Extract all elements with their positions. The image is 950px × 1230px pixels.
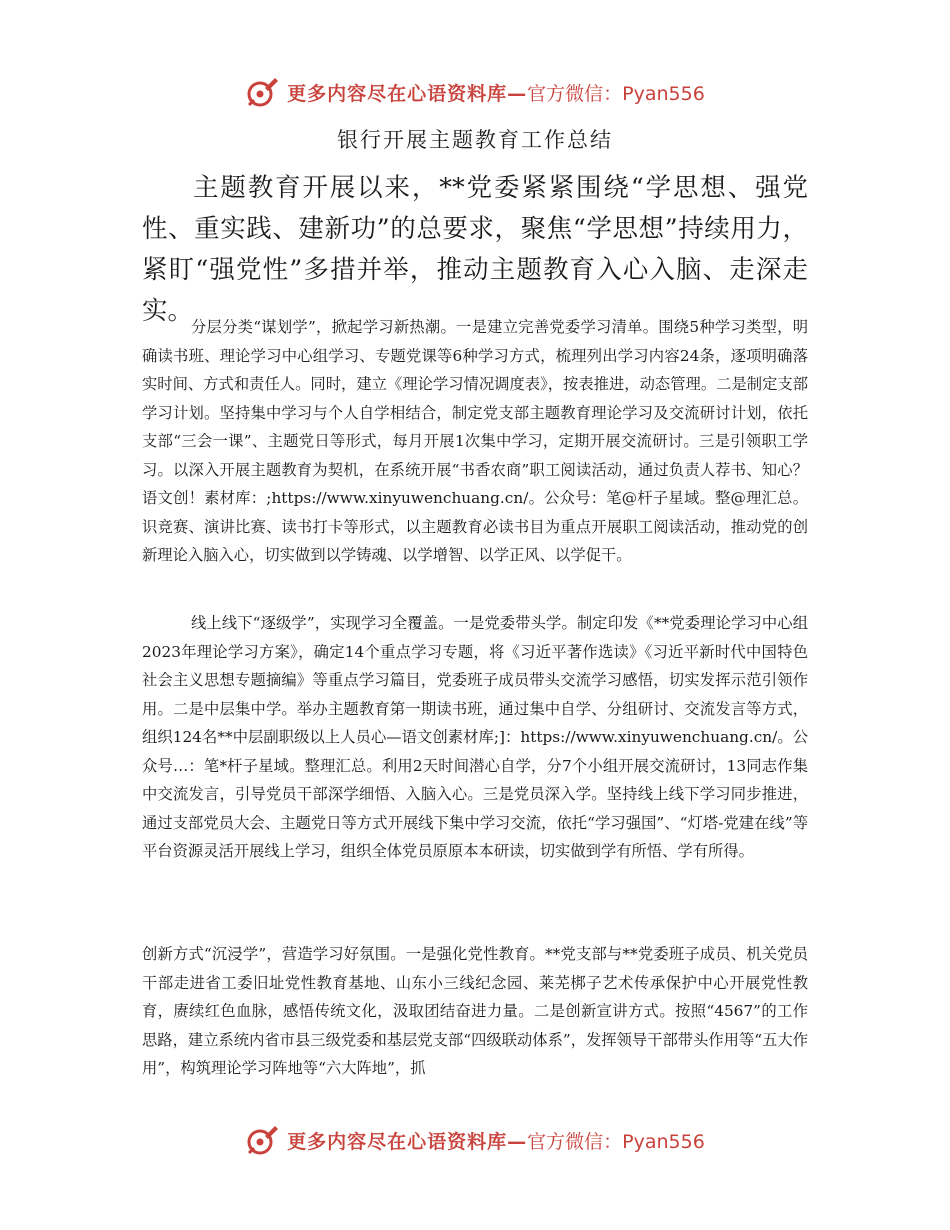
- body-paragraph-3: 创新方式“沉浸学”，营造学习好氛围。一是强化党性教育。**党支部与**党委班子成员、机关党员干部走进省工委旧址党性教育基地、山东小三线纪念园、莱芜梆子艺术传承保护中心开展党性教育，赓续红色血脉，感悟传统文化，汲取团结奋进力量。二是创新宣讲方式。按照“4567”的工作思路，建立系统内省市县三级党委和基层党支部“四级联动体系”，发挥领导干部带头作用等“五大作用”，构筑理论学习阵地等“六大阵地”，抓: [142, 945, 808, 1077]
- pen-seal-logo-icon: [245, 1123, 279, 1157]
- banner-slogan: 更多内容尽在心语资料库: [287, 82, 508, 105]
- lead-paragraph: 主题教育开展以来，**党委紧紧围绕“学思想、强党性、重实践、建新功”的总要求，聚焦“学思想”持续用力，紧盯“强党性”多措并举，推动主题教育入心入脑、走深走实。: [142, 173, 808, 326]
- footer-watermark-banner: [0, 1120, 950, 1160]
- banner-dash: —: [507, 82, 528, 105]
- banner-contact: 官方微信：Pyan556: [527, 1130, 705, 1153]
- body-paragraph-1: 分层分类“谋划学”，掀起学习新热潮。一是建立完善党委学习清单。围绕5种学习类型，明确读书班、理论学习中心组学习、专题党课等6种学习方式，梳理列出学习内容24条，逐项明确落实时间、方式和责任人。同时，建立《理论学习情况调度表》，按表推进，动态管理。二是制定支部学习计划。坚持集中学习与个人自学相结合，制定党支部主题教育理论学习及交流研讨计划，依托支部“三会一课”、主题党日等形式，每月开展1次集中学习，定期开展交流研讨。三是引领职工学习。以深入开展主题教育为契机，在系统开展“书香农商”职工阅读活动，通过负责人荐书、知心？语文创！素材库：;https://www.xinyuwenchuang.cn/。公众号：笔@杆子星域。整@理汇总。识竞赛、演讲比赛、读书打卡等形式，以主题教育必读书目为重点开展职工阅读活动，推动党的创新理论入脑入心，切实做到以学铸魂、以学增智、以学正风、以学促干。: [142, 318, 808, 564]
- body-paragraph-2: 线上线下“逐级学”，实现学习全覆盖。一是党委带头学。制定印发《**党委理论学习中心组2023年理论学习方案》，确定14个重点学习专题，将《习近平著作选读》《习近平新时代中国特色社会主义思想专题摘编》等重点学习篇目，党委班子成员带头交流学习感悟，切实发挥示范引领作用。二是中层集中学。举办主题教育第一期读书班，通过集中自学、分组研讨、交流发言等方式，组织124名**中层副职级以上人员心—语文创素材库;]：https://www.xinyuwenchuang.cn/。公众号…：笔*杆子星域。整理汇总。利用2天时间潜心自学，分7个小组开展交流研讨，13同志作集中交流发言，引导党员干部深学细悟、入脑入心。三是党员深入学。坚持线上线下学习同步推进，通过支部党员大会、主题党日等方式开展线下集中学习交流，依托“学习强国”、“灯塔-党建在线”等平台资源灵活开展线上学习，组织全体党员原原本本研读，切实做到学有所悟、学有所得。: [142, 614, 808, 860]
- header-watermark-banner: [0, 72, 950, 112]
- pen-seal-logo-icon: [245, 75, 279, 109]
- document-title: 银行开展主题教育工作总结: [337, 128, 613, 152]
- banner-slogan: 更多内容尽在心语资料库: [287, 1130, 508, 1153]
- banner-contact: 官方微信：Pyan556: [527, 82, 705, 105]
- banner-dash: —: [507, 1130, 528, 1153]
